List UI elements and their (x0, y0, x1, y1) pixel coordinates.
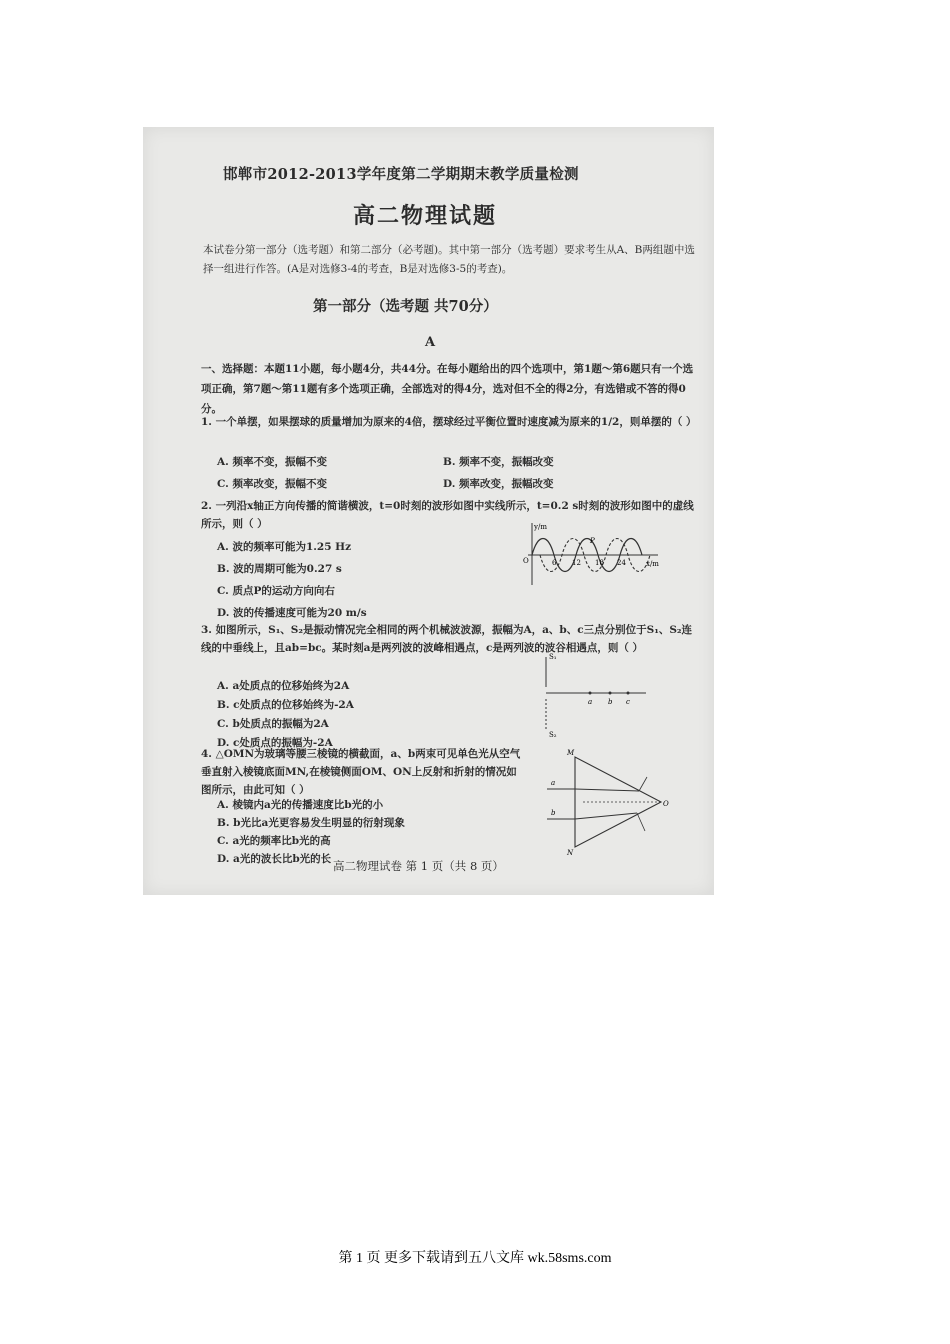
wave-tick-24: 24 (617, 559, 626, 567)
download-note: 第 1 页 更多下载请到五八文库 wk.58sms.com (338, 1251, 612, 1266)
light-b-label: b (551, 809, 556, 817)
prism-vertex-n: N (567, 849, 574, 857)
question-4-option-a: A. 棱镜内a光的传播速度比b光的小 (217, 799, 384, 811)
light-a-label: a (551, 779, 556, 787)
point-a: a (588, 698, 593, 706)
prism-figure (543, 747, 673, 857)
question-3-option-b: B. c处质点的位移始终为-2A (217, 699, 354, 711)
question-1-option-c: C. 频率改变，振幅不变 (217, 478, 327, 490)
wave-point-p: P (590, 537, 595, 545)
question-2-option-a: A. 波的频率可能为1.25 Hz (217, 541, 352, 553)
question-1-option-d: D. 频率改变，振幅改变 (443, 478, 554, 490)
question-4-option-d: D. a光的波长比b光的长 (217, 853, 332, 865)
question-1-option-b: B. 频率不变，振幅改变 (443, 456, 554, 468)
question-2-stem: 2. 一列沿x轴正方向传播的简谐横波，t=0时刻的波形如图中实线所示，t=0.2 s时刻的波形如图中的虚线所示，则（ ） (201, 500, 694, 530)
wave-xlabel: x/m (646, 560, 659, 568)
section-heading: 第一部分（选考题 共70分） (313, 298, 498, 315)
wave-sources-figure (538, 649, 648, 741)
exam-title: 邯郸市2012-2013学年度第二学期期末教学质量检测 (223, 166, 579, 183)
wave-tick-6: 6 (552, 559, 557, 567)
question-3-option-a: A. a处质点的位移始终为2A (217, 680, 350, 692)
instructions: 一、选择题：本题11小题，每小题4分，共44分。在每小题给出的四个选项中，第1题～第6题只有一个选项正确，第7题～第11题有多个选项正确，全部选对的得4分，选对但不全的得2分，有选错或不答的得0分。 (201, 363, 694, 415)
source-s1: S₁ (549, 653, 557, 661)
question-1-option-a: A. 频率不变，振幅不变 (217, 456, 327, 468)
question-1-stem: 1. 一个单摆，如果摆球的质量增加为原来的4倍，摆球经过平衡位置时速度减为原来的1/2，则单摆的（ ） (201, 416, 697, 428)
question-3-stem: 3. 如图所示，S₁、S₂是振动情况完全相同的两个机械波波源，振幅为A，a、b、c三点分别位于S₁、S₂连线的中垂线上，且ab=bc。某时刻a是两列波的波峰相遇点，c是两列波的波谷相遇点，则（ ） (201, 624, 693, 654)
group-label: A (425, 335, 436, 350)
question-2-option-d: D. 波的传播速度可能为20 m/s (217, 607, 367, 619)
wave-tick-12: 12 (572, 559, 581, 567)
wave-origin: O (523, 557, 529, 565)
point-b: b (608, 698, 613, 706)
question-4-option-c: C. a光的频率比b光的高 (217, 835, 331, 847)
question-3-option-c: C. b处质点的振幅为2A (217, 718, 329, 730)
point-c: c (626, 698, 630, 706)
wave-figure (518, 519, 663, 587)
source-s2: S₂ (549, 731, 557, 739)
prism-vertex-m: M (567, 749, 575, 757)
wave-ylabel: y/m (534, 523, 547, 531)
question-2-option-b: B. 波的周期可能为0.27 s (217, 563, 342, 575)
question-4-option-b: B. b光比a光更容易发生明显的衍射现象 (217, 817, 405, 829)
exam-subject: 高二物理试题 (353, 203, 498, 229)
prism-vertex-o: O (663, 800, 669, 808)
scanned-exam-page (143, 127, 714, 895)
exam-intro: 本试卷分第一部分（选考题）和第二部分（必考题)。其中第一部分（选考题）要求考生从A、B两组题中选择一组进行作答。(A是对选修3-4的考查，B是对选修3-5的考查)。 (203, 244, 695, 275)
exam-page-footer: 高二物理试卷 第 1 页（共 8 页） (333, 859, 504, 873)
question-2-option-c: C. 质点P的运动方向向右 (217, 585, 335, 597)
question-4-stem: 4. △OMN为玻璃等腰三棱镜的横截面，a、b两束可见单色光从空气垂直射入棱镜底面MN,在棱镜侧面OM、ON上反射和折射的情况如图所示，由此可知（ ） (201, 748, 521, 796)
question-3-option-d: D. c处质点的振幅为-2A (217, 737, 333, 749)
wave-tick-18: 18 (595, 559, 604, 567)
